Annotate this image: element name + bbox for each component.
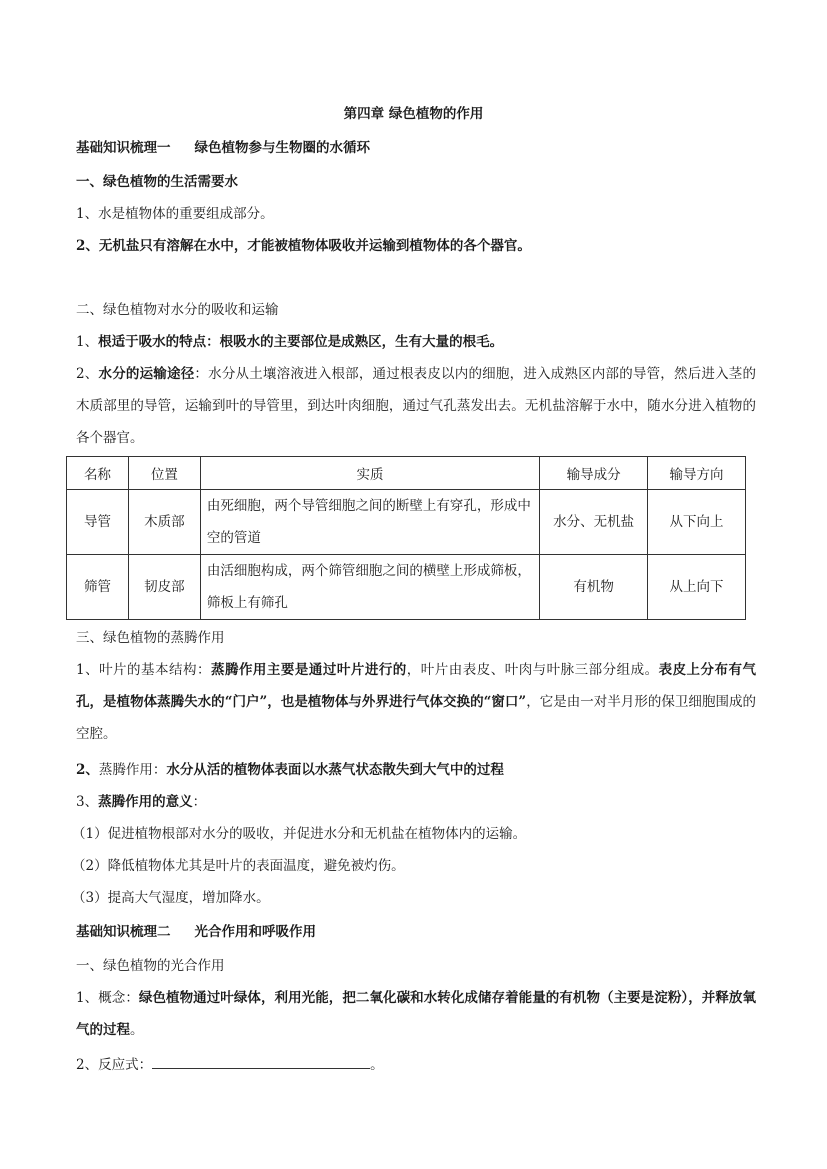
table-cell: 从上向下	[648, 555, 746, 620]
chapter-title: 第四章 绿色植物的作用	[343, 106, 484, 122]
paragraph-1-1: 1、水是植物体的重要组成部分。	[76, 206, 274, 222]
paragraph-4-1-b: 绿色植物通过叶绿体，利用光能，把二氧化碳和水转化成储存着能量的有机物（主要是淀粉），并释放氧气的过程	[76, 990, 756, 1038]
paragraph-3-3	[76, 792, 756, 812]
table-cell: 韧皮部	[128, 555, 200, 620]
table-cell: 木质部	[128, 490, 200, 555]
paragraph-3-1-e: ，它是由一对半月形的保卫细胞围成的空腔。	[76, 694, 756, 742]
section-heading-2-label: 基础知识梳理二	[76, 924, 171, 940]
table-header-name: 名称	[67, 457, 129, 490]
table-cell: 由死细胞，两个导管细胞之间的断壁上有穿孔，形成中空的管道	[200, 490, 539, 555]
paragraph-3-1-d: 表皮上分布有气孔，是植物体蒸腾失水的“门户”，也是植物体与外界进行气体交换的“窗口”	[76, 662, 757, 710]
section-heading-2	[76, 922, 756, 942]
paragraph-2-2	[76, 358, 756, 454]
paragraph-4-2-end: 。	[370, 1057, 384, 1073]
table-header-position: 位置	[128, 457, 200, 490]
table-header-essence: 实质	[200, 457, 539, 490]
paragraph-3-1-b: 蒸腾作用主要是通过叶片进行的	[210, 662, 407, 678]
paragraph-4-2	[76, 1054, 756, 1075]
section-heading-2-topic: 光合作用和呼吸作用	[194, 924, 316, 940]
part-heading-absorption: 二、绿色植物对水分的吸收和运输	[76, 302, 279, 318]
table-header-direction: 输导方向	[648, 457, 746, 490]
paragraph-3-3-b: 蒸腾作用的意义	[98, 794, 193, 810]
paragraph-4-1	[76, 982, 756, 1046]
list-item: （2）降低植物体尤其是叶片的表面温度，避免被灼伤。	[72, 858, 405, 874]
paragraph-3-1	[76, 654, 756, 750]
paragraph-4-2-label: 2、反应式：	[76, 1057, 153, 1073]
list-item: （1）促进植物根部对水分的吸收，并促进水分和无机盐在植物体内的运输。	[72, 826, 527, 842]
paragraph-2-1	[76, 332, 756, 352]
paragraph-3-1-c: ，叶片由表皮、叶肉与叶脉三部分组成。	[406, 662, 659, 678]
paragraph-3-2	[76, 760, 756, 780]
paragraph-3-1-a: 1、叶片的基本结构：	[76, 662, 211, 678]
section-heading-1	[76, 138, 756, 158]
paragraph-3-3-c: ：	[192, 794, 207, 810]
table-row	[67, 490, 746, 555]
paragraph-2-2-text: ：水分从土壤溶液进入根部，通过根表皮以内的细胞，进入成熟区内部的导管，然后进入茎的木质部里的导管，运输到叶的导管里，到达叶肉细胞，通过气孔蒸发出去。无机盐溶解于水中，随水分进入植物的各个器官。	[76, 366, 757, 446]
paragraph-3-3-a: 3、	[76, 794, 99, 810]
table-cell: 有机物	[540, 555, 648, 620]
paragraph-3-2-a: 2、	[76, 762, 99, 778]
paragraph-4-1-a: 1、概念：	[76, 990, 139, 1006]
part-heading-photosynthesis: 一、绿色植物的光合作用	[76, 958, 225, 974]
paragraph-2-2-prefix: 2、	[76, 366, 99, 382]
list-item: （3）提高大气湿度，增加降水。	[72, 890, 270, 906]
transport-table	[66, 456, 746, 620]
table-header-row	[67, 457, 746, 490]
paragraph-2-1-bold: 根适于吸水的特点：根吸水的主要部位是成熟区，生有大量的根毛。	[98, 334, 504, 350]
paragraph-4-1-c: 。	[130, 1022, 144, 1038]
formula-blank[interactable]	[152, 1054, 370, 1069]
paragraph-2-2-bold: 水分的运输途径	[98, 366, 195, 382]
table-header-component: 输导成分	[540, 457, 648, 490]
paragraph-2-1-prefix: 1、	[76, 334, 99, 350]
table-cell: 从下向上	[648, 490, 746, 555]
paragraph-1-2: 2、无机盐只有溶解在水中，才能被植物体吸收并运输到植物体的各个器官。	[76, 238, 531, 254]
table-cell: 筛管	[67, 555, 129, 620]
paragraph-3-2-b: 蒸腾作用：	[98, 762, 167, 778]
table-row	[67, 555, 746, 620]
section-heading-1-topic: 绿色植物参与生物圈的水循环	[194, 140, 370, 156]
part-heading-transpiration: 三、绿色植物的蒸腾作用	[76, 630, 225, 646]
part-heading-water-need: 一、绿色植物的生活需要水	[76, 174, 238, 190]
section-heading-1-label: 基础知识梳理一	[76, 140, 171, 156]
table-cell: 导管	[67, 490, 129, 555]
table-cell: 水分、无机盐	[540, 490, 648, 555]
paragraph-3-2-c: 水分从活的植物体表面以水蒸气状态散失到大气中的过程	[166, 762, 504, 778]
table-cell: 由活细胞构成，两个筛管细胞之间的横壁上形成筛板，筛板上有筛孔	[200, 555, 539, 620]
